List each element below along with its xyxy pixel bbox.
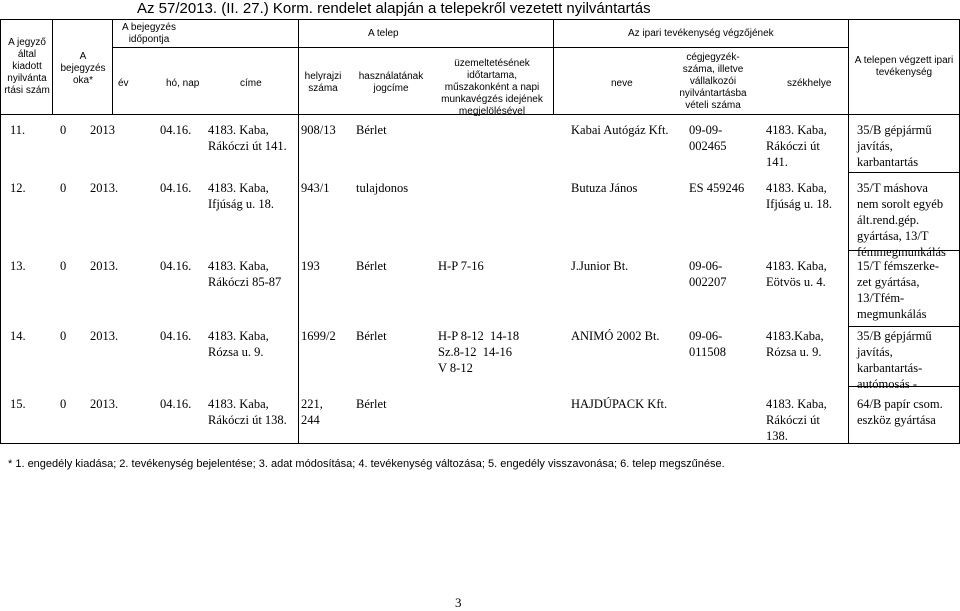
row-number: 15. xyxy=(10,397,26,411)
row-reason: 0 xyxy=(60,259,67,273)
header-usage-title: használatának jogcíme xyxy=(358,71,424,94)
header-operating-duration: üzemeltetésének időtartama, műszakonként a napi munkavégzés idejének megjelölésével xyxy=(441,58,543,117)
row-activity: 35/B gépjármű javítás, karbantartás- autómosás - xyxy=(857,329,932,391)
row-seat: 4183. Kaba, Eötvös u. 4. xyxy=(766,259,827,289)
row-address: 4183. Kaba, Ifjúság u. 18. xyxy=(208,181,274,211)
row-registration-number: 09-06- 011508 xyxy=(689,329,727,359)
row-number: 14. xyxy=(10,329,26,343)
document-title: Az 57/2013. (II. 27.) Korm. rendelet alapján a telepekről vezetett nyilvántartás xyxy=(137,0,651,17)
row-year: 2013. xyxy=(90,397,119,411)
row-year: 2013. xyxy=(90,181,119,195)
row-reason: 0 xyxy=(60,181,67,195)
row-activity: 64/B papír csom. eszköz gyártása xyxy=(857,397,943,427)
row-parcel: 943/1 xyxy=(301,181,330,195)
row-number: 13. xyxy=(10,259,26,273)
header-site-group: A telep xyxy=(368,28,399,39)
row-address: 4183. Kaba, Rákóczi út 141. xyxy=(208,123,287,153)
footnote: * 1. engedély kiadása; 2. tevékenység bejelentése; 3. adat módosítása; 4. tevékenység változása; 5. engedély visszavonása; 6. telep megszűnése. xyxy=(8,458,725,470)
row-seat: 4183.Kaba, Rózsa u. 9. xyxy=(766,329,824,359)
row-number: 11. xyxy=(10,123,26,137)
row-usage: tulajdonos xyxy=(356,181,409,195)
row-month-day: 04.16. xyxy=(160,259,192,273)
header-registration-number: cégjegyzék- száma, illetve vállalkozói nyilvántartásba vételi száma xyxy=(679,52,747,111)
row-usage: Bérlet xyxy=(356,397,387,411)
row-registration-number: 09-09- 002465 xyxy=(689,123,727,153)
row-operator-name: Butuza János xyxy=(571,181,638,195)
col-divider-2 xyxy=(112,19,113,115)
row-operator-name: HAJDÚPACK Kft. xyxy=(571,397,668,411)
col-divider-5 xyxy=(848,19,849,443)
operator-group-divider xyxy=(553,47,848,48)
row-duration: H-P 7-16 xyxy=(438,259,484,273)
header-seat: székhelye xyxy=(787,78,832,89)
row-seat: 4183. Kaba, Rákóczi út 138. xyxy=(766,397,827,443)
row-month-day: 04.16. xyxy=(160,181,192,195)
row-activity: 35/T máshova nem sorolt egyéb ált.rend.gép. gyártása, 13/T fémmegmunkálás xyxy=(857,181,946,259)
site-group-divider xyxy=(298,47,553,48)
row-usage: Bérlet xyxy=(356,123,387,137)
row-operator-name: J.Junior Bt. xyxy=(571,259,629,273)
row-month-day: 04.16. xyxy=(160,329,192,343)
header-operator-group: Az ipari tevékenység végzőjének xyxy=(628,28,774,39)
row-usage: Bérlet xyxy=(356,329,387,343)
date-group-divider xyxy=(112,47,298,48)
row-number: 12. xyxy=(10,181,26,195)
header-name: neve xyxy=(611,78,633,89)
row-activity: 15/T fémszerke- zet gyártása, 13/Tfém- megmunkálás xyxy=(857,259,940,321)
row-operator-name: ANIMÓ 2002 Bt. xyxy=(571,329,660,343)
header-activity: A telepen végzett ipari tevékenység xyxy=(854,55,954,78)
table-top-border xyxy=(0,19,960,20)
row-reason: 0 xyxy=(60,123,67,137)
row-month-day: 04.16. xyxy=(160,397,192,411)
row-activity: 35/B gépjármű javítás, karbantartás xyxy=(857,123,932,169)
header-year: év xyxy=(118,78,129,89)
row-reason: 0 xyxy=(60,397,67,411)
row-parcel: 193 xyxy=(301,259,320,273)
row-reason: 0 xyxy=(60,329,67,343)
row-address: 4183. Kaba, Rákóczi 85-87 xyxy=(208,259,282,289)
header-address: címe xyxy=(240,78,262,89)
row-duration: H-P 8-12 14-18 Sz.8-12 14-16 V 8-12 xyxy=(438,329,520,375)
header-parcel-number: helyrajzi száma xyxy=(304,71,342,94)
row-seat: 4183. Kaba, Ifjúság u. 18. xyxy=(766,181,832,211)
header-registry-number: A jegyző által kiadott nyilvánta rtási szám xyxy=(4,37,50,96)
row-parcel: 1699/2 xyxy=(301,329,336,343)
row-operator-name: Kabai Autógáz Kft. xyxy=(571,123,669,137)
header-entry-date-group: A bejegyzés időpontja xyxy=(122,22,176,45)
row-month-day: 04.16. xyxy=(160,123,192,137)
row-registration-number: ES 459246 xyxy=(689,181,745,195)
row-parcel: 908/13 xyxy=(301,123,336,137)
row-year: 2013. xyxy=(90,329,119,343)
row-address: 4183. Kaba, Rózsa u. 9. xyxy=(208,329,269,359)
row-address: 4183. Kaba, Rákóczi út 138. xyxy=(208,397,287,427)
table-left-border xyxy=(0,19,1,443)
col-divider-4 xyxy=(553,19,554,115)
row-parcel: 221, 244 xyxy=(301,397,323,427)
row-usage: Bérlet xyxy=(356,259,387,273)
row-year: 2013 xyxy=(90,123,115,137)
header-entry-reason: A bejegyzés oka* xyxy=(60,51,106,86)
row-seat: 4183. Kaba, Rákóczi út 141. xyxy=(766,123,827,169)
activity-divider-row3 xyxy=(848,326,960,327)
header-month-day: hó, nap xyxy=(166,78,200,89)
page-number: 3 xyxy=(455,595,462,610)
col-divider-1 xyxy=(52,19,53,115)
row-registration-number: 09-06- 002207 xyxy=(689,259,727,289)
row-year: 2013. xyxy=(90,259,119,273)
activity-divider-row1 xyxy=(848,172,960,173)
